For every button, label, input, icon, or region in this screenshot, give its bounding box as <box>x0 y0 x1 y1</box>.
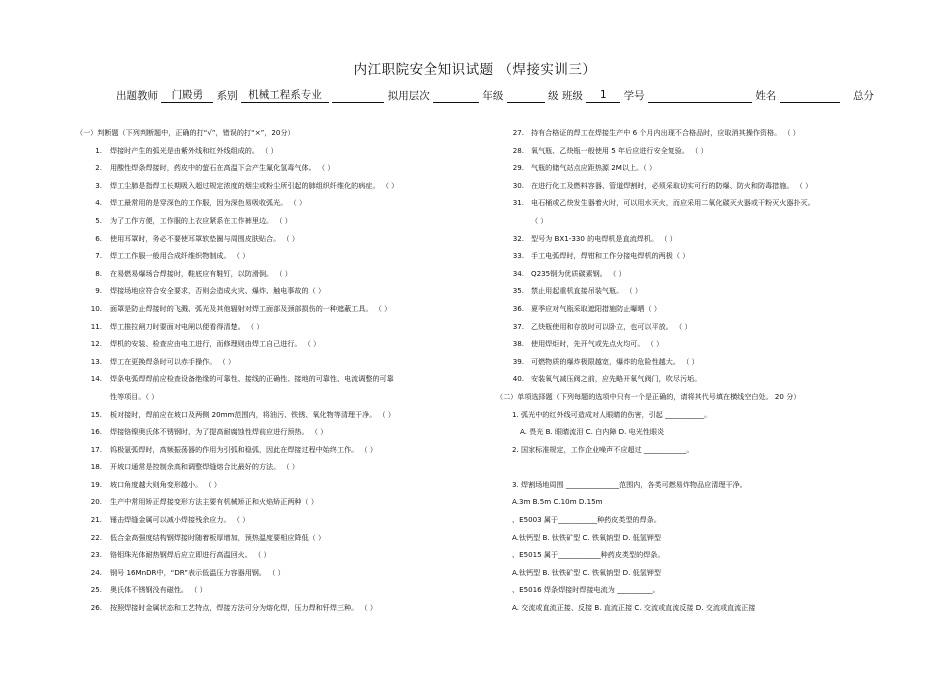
question-item <box>496 230 876 248</box>
question-item <box>76 564 476 582</box>
question-1: 1. 弧光中的红外线可造成对人眼睛的伤害，引起 ___________。 <box>512 409 712 419</box>
question-item <box>76 581 476 599</box>
question-text: 用酸性焊条焊接时，药皮中的萤石在高温下会产生氟化氢毒气体。 （ ） <box>110 163 335 173</box>
question-item <box>496 247 876 265</box>
question-number: 15. <box>90 409 102 419</box>
question-text: 禁止用起重机直接吊装气瓶。 （ ） <box>531 286 642 296</box>
question-item <box>76 406 476 424</box>
section1-cont-list <box>496 124 876 388</box>
question-5-options: A.钛钙型 B. 钛铁矿型 C. 铁氧钠型 D. 低氢钾型 <box>512 567 661 577</box>
question-item <box>76 177 476 195</box>
question-number: 18. <box>90 462 102 472</box>
left-column <box>76 124 476 617</box>
question-text: 使用焊炬时，先开气或先点火均可。 （ ） <box>531 339 664 349</box>
question-item <box>76 388 476 406</box>
question-2-spacer <box>496 458 876 476</box>
question-number: 20. <box>90 497 102 507</box>
name-blank <box>780 89 840 103</box>
question-item <box>76 423 476 441</box>
question-number: 40. <box>512 374 524 384</box>
question-text: 电石桶或乙炔发生器着火时，可以用水灭火，而应采用二氧化碳灭火器或干粉灭火器扑灭。 <box>531 198 815 208</box>
question-text: 钨极氩弧焊时，高频振荡器的作用为引弧和稳弧，因此在焊接过程中始终工作。 （ ） <box>110 444 377 454</box>
question-item <box>76 282 476 300</box>
question-item <box>76 476 476 494</box>
question-number: 1. <box>95 145 102 155</box>
exam-header <box>116 88 874 103</box>
question-6: 、E5016 焊条焊接时焊接电流为 __________。 <box>512 585 660 595</box>
question-text: 氧气瓶、乙炔瓶一般使用 5 年后应进行安全复验。 （ ） <box>531 145 708 155</box>
question-number: 11. <box>90 321 102 331</box>
question-number: 28. <box>512 145 524 155</box>
question-6-options: A. 交流或直流正接、反接 B. 直流正接 C. 交流或直流反接 D. 交流或直流正接 <box>512 603 756 613</box>
question-item <box>76 546 476 564</box>
question-text: 板对接时，焊前应在坡口及两侧 20mm范围内，将油污、铁锈、氧化物等清理干净。 （ ） <box>110 409 395 419</box>
question-number: 4. <box>95 198 102 208</box>
question-number: 17. <box>90 444 102 454</box>
question-text: 使用耳罩时，务必不要使耳罩软垫圈与周围皮肤贴合。 （ ） <box>110 233 299 243</box>
question-item <box>76 599 476 617</box>
question-item <box>496 282 876 300</box>
question-number: 12. <box>90 339 102 349</box>
question-item <box>496 142 876 160</box>
question-5: 、E5015 属于____________种药皮类型的焊条。 <box>512 550 665 560</box>
question-text: 钢号 16MnDR中，“DR”表示低温压力容器用钢。 （ ） <box>110 567 285 577</box>
question-number: 26. <box>90 603 102 613</box>
question-text: 坡口角度越大则角变形越小。 （ ） <box>110 479 221 489</box>
question-number: 16. <box>90 427 102 437</box>
question-number: 34. <box>512 268 524 278</box>
question-number: 23. <box>90 550 102 560</box>
question-item <box>76 353 476 371</box>
question-number: 14. <box>90 374 102 384</box>
question-text: 在易燃易爆场合焊接时，鞋底应有鞋钉，以防滑倒。 （ ） <box>110 268 292 278</box>
question-text: 夏季应对气瓶采取遮阳措施防止曝晒（ ） <box>531 303 661 313</box>
question-text: 面罩是防止焊接时的飞溅、弧光及其他辐射对焊工面部及颈部损伤的一种遮蔽工具。 （ ） <box>110 303 392 313</box>
question-item <box>76 159 476 177</box>
question-1-options: A. 畏光 B. 眼睛流泪 C. 白内障 D. 电光性眼炎 <box>520 427 665 437</box>
question-text: 在进行化工及燃料容器、管道焊割时，必须采取切实可行的防爆、防火和防毒措施。 （ ） <box>531 180 813 190</box>
question-item <box>76 370 476 388</box>
page-title: 内江职院安全知识试题 （焊接实训三） <box>353 62 597 78</box>
question-number: 9. <box>95 286 102 296</box>
class-label: 班级 <box>561 90 583 102</box>
question-item <box>496 370 876 388</box>
question-number: 32. <box>512 233 524 243</box>
question-text: 型号为 BX1-330 的电焊机是直流焊机。 （ ） <box>531 233 677 243</box>
question-text: Q235钢为优质碳素钢。 （ ） <box>531 268 626 278</box>
question-number: 35. <box>512 286 524 296</box>
section2-heading: （二）单项选择题（下列每题的选项中只有一个是正确的，请将其代号填在横线空白处。 20 分） <box>496 391 801 401</box>
question-item <box>76 335 476 353</box>
question-text: 焊机的安装、检查应由电工进行，而修理则由焊工自己进行。 （ ） <box>110 339 321 349</box>
question-item <box>496 194 876 212</box>
question-item <box>496 212 876 230</box>
question-number: 19. <box>90 479 102 489</box>
question-text: 低合金高强度结构钢焊接时随着板厚增加，预热温度要相应降低（ ） <box>110 532 326 542</box>
question-item <box>76 194 476 212</box>
student-id-blank <box>648 89 752 103</box>
level2-label: 级 <box>548 90 559 102</box>
question-number: 29. <box>512 163 524 173</box>
question-text: 可燃物质的爆炸极限越宽，爆炸的危险性越大。 （ ） <box>531 356 699 366</box>
question-number: 7. <box>95 251 102 261</box>
question-number: 36. <box>512 303 524 313</box>
question-3-options: A.3m B.5m C.10m D.15m <box>512 497 603 507</box>
question-text: 焊条电弧焊焊前应检查设备绝缘的可靠性、接线的正确性、接地的可靠性、电流调整的可靠 <box>110 374 394 384</box>
question-number: 37. <box>512 321 524 331</box>
question-text: 锤击焊缝金属可以减小焊接残余应力。 （ ） <box>110 515 250 525</box>
dept-value: 机械工程系专业 <box>241 89 329 103</box>
question-number: 30. <box>512 180 524 190</box>
question-text: 焊工工作服一般用合成纤维织物制成。 （ ） <box>110 251 250 261</box>
question-item <box>496 353 876 371</box>
right-column <box>496 124 876 617</box>
question-item <box>76 318 476 336</box>
question-item <box>76 441 476 459</box>
question-text: 持有合格证的焊工在焊接生产中 6 个月内出现不合格品时，应取消其操作资格。 （ ） <box>531 128 800 137</box>
question-item <box>496 124 876 142</box>
question-number: 39. <box>512 356 524 366</box>
question-text: （ ） <box>531 215 548 225</box>
question-text: 焊接场地应符合安全要求，否则会造成火灾、爆炸、触电事故的（ ） <box>110 286 326 296</box>
question-text: 生产中常用矫正焊接变形方法主要有机械矫正和火焰矫正两种（ ） <box>110 497 318 507</box>
question-item <box>496 318 876 336</box>
question-text: 性等项目。（ ） <box>110 391 159 401</box>
level-blank <box>433 89 479 103</box>
question-item <box>76 511 476 529</box>
question-number: 25. <box>90 585 102 595</box>
question-text: 焊工在更换焊条时可以赤手操作。 （ ） <box>110 356 236 366</box>
question-text: 气瓶的储气站点应距热源 2M以上。（ ） <box>531 163 657 173</box>
question-text: 奥氏体不锈钢没有磁性。 （ ） <box>110 585 207 595</box>
question-text: 为了工作方便，工作服的上衣应紧系在工作裤里边。 （ ） <box>110 215 292 225</box>
question-text: 乙炔瓶使用和存放时可以卧立，也可以平放。 （ ） <box>531 321 692 331</box>
question-text: 开坡口通常是控制余高和调整焊缝熔合比最好的方法。 （ ） <box>110 462 299 472</box>
name-label: 姓名 <box>755 90 777 102</box>
question-number: 5. <box>95 215 102 225</box>
question-number: 13. <box>90 356 102 366</box>
question-text: 焊接时产生的弧光是由紫外线和红外线组成的。 （ ） <box>110 145 278 155</box>
question-item <box>496 177 876 195</box>
grade-blank <box>507 89 545 103</box>
question-item <box>76 458 476 476</box>
grade-label: 年级 <box>482 90 504 102</box>
question-text: 安装氧气减压阀之前，应先略开氧气阀门，吹尽污垢。 <box>531 374 702 384</box>
dept-label: 系别 <box>216 90 238 102</box>
level-label: 拟用层次 <box>387 90 430 102</box>
question-item <box>76 300 476 318</box>
question-number: 8. <box>95 268 102 278</box>
total-label: 总分 <box>853 90 874 102</box>
question-item <box>76 493 476 511</box>
question-item <box>496 265 876 283</box>
question-number: 27. <box>512 128 524 137</box>
question-number: 33. <box>512 251 524 261</box>
question-text: 焊工推拉闸刀时要面对电闸以便看得清楚。 （ ） <box>110 321 264 331</box>
question-text: 手工电弧焊时，焊钳和工作分接电焊机的两极（ ） <box>531 251 690 261</box>
question-item <box>76 142 476 160</box>
question-item <box>496 159 876 177</box>
question-number: 31. <box>512 198 524 208</box>
question-4: 、E5003 属于___________种药皮类型的焊条。 <box>512 515 661 525</box>
question-item <box>76 212 476 230</box>
question-item <box>496 335 876 353</box>
section1-heading: （一）判断题（下列判断题中，正确的打“√”，错误的打“×”，20分） <box>76 128 295 137</box>
question-number: 10. <box>90 303 102 313</box>
teacher-label: 出题教师 <box>116 90 158 102</box>
section1-list <box>76 142 476 617</box>
blank-field-1 <box>332 89 384 103</box>
question-number: 6. <box>95 233 102 243</box>
question-number: 2. <box>95 163 102 173</box>
question-item <box>76 529 476 547</box>
student-id-label: 学号 <box>623 90 645 102</box>
question-item <box>76 265 476 283</box>
question-item <box>76 247 476 265</box>
question-number: 22. <box>90 532 102 542</box>
question-text: 铬钼珠光体耐热钢焊后应立即进行高温回火。 （ ） <box>110 550 271 560</box>
question-item <box>496 300 876 318</box>
question-2: 2. 国家标准规定，工作企业噪声不应超过 ____________。 <box>512 444 694 454</box>
question-3: 3. 焊割场地周围 _______________范围内，各类可燃易炸物品应清理干净。 <box>512 479 747 489</box>
question-number: 38. <box>512 339 524 349</box>
question-item <box>76 230 476 248</box>
teacher-value: 门殿勇 <box>161 89 213 103</box>
question-text: 焊接铬镍奥氏体不锈钢时，为了提高耐腐蚀性焊前应进行预热。 （ ） <box>110 427 328 437</box>
question-text: 焊工最常用的是穿深色的工作服，因为深色易吸收弧光。 （ ） <box>110 198 307 208</box>
question-text: 焊工尘肺是指焊工长期吸入超过规定浓度的烟尘或粉尘所引起的肺组织纤维化的病症。 （ ） <box>110 180 399 190</box>
question-text: 按照焊接时金属状态和工艺特点，焊接方法可分为熔化焊，压力焊和钎焊三种。 （ ） <box>110 603 377 613</box>
class-value: 1 <box>586 89 620 103</box>
question-number: 21. <box>90 515 102 525</box>
question-4-options: A.钛钙型 B. 钛铁矿型 C. 铁氧钠型 D. 低氢钾型 <box>512 532 661 542</box>
question-number: 3. <box>95 180 102 190</box>
question-number: 24. <box>90 567 102 577</box>
